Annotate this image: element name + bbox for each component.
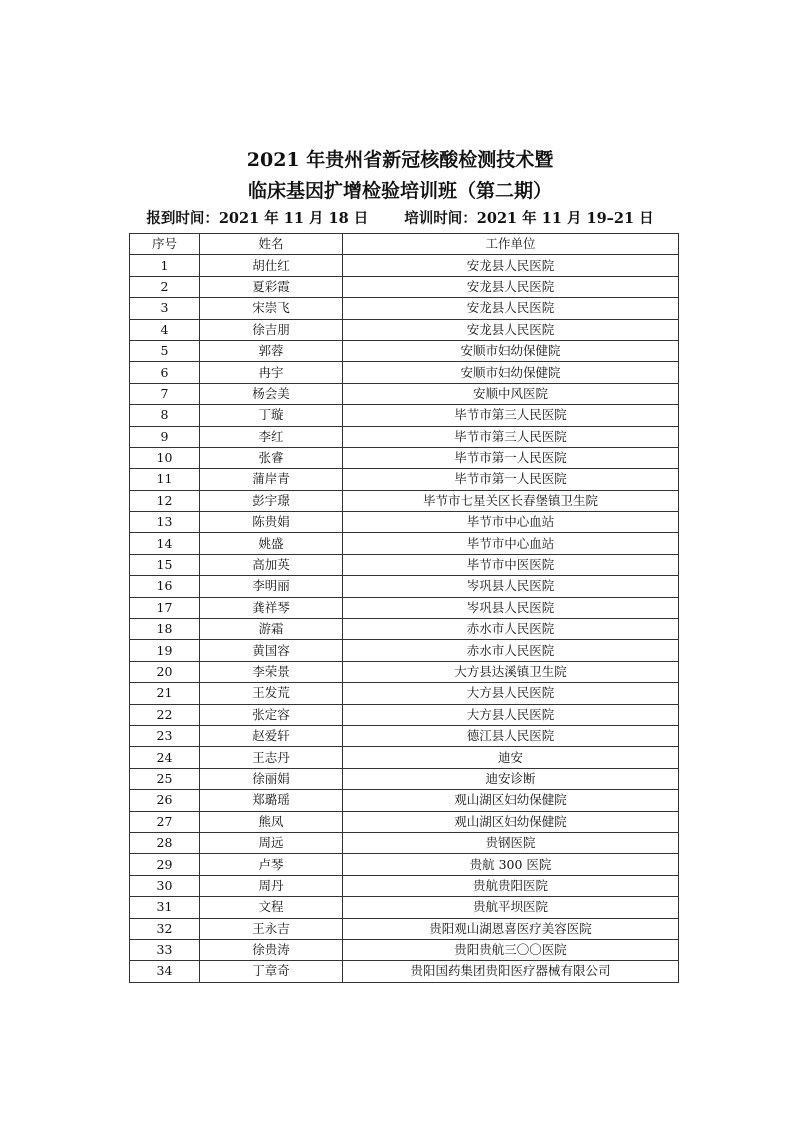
row-unit: 德江县人民医院	[343, 725, 679, 746]
row-name: 周远	[200, 832, 343, 853]
row-name: 赵爱轩	[200, 725, 343, 746]
row-unit: 毕节市第三人民医院	[343, 405, 679, 426]
table-row	[130, 790, 679, 811]
row-unit: 毕节市中医医院	[343, 554, 679, 575]
table-row	[130, 576, 679, 597]
row-index: 18	[130, 619, 200, 640]
row-name: 郑璐瑶	[200, 790, 343, 811]
row-name: 文程	[200, 897, 343, 918]
row-unit: 毕节市第一人民医院	[343, 469, 679, 490]
row-index: 3	[130, 298, 200, 319]
header-index: 序号	[130, 234, 200, 255]
header-unit: 工作单位	[343, 234, 679, 255]
table-row	[130, 490, 679, 511]
table-row	[130, 512, 679, 533]
row-index: 16	[130, 576, 200, 597]
table-row	[130, 661, 679, 682]
table-row	[130, 832, 679, 853]
table-row	[130, 704, 679, 725]
row-index: 29	[130, 854, 200, 875]
row-unit: 贵航平坝医院	[343, 897, 679, 918]
table-row	[130, 897, 679, 918]
table-row	[130, 533, 679, 554]
row-unit: 安顺市妇幼保健院	[343, 340, 679, 361]
row-index: 34	[130, 961, 200, 982]
row-name: 徐吉朋	[200, 319, 343, 340]
header-name: 姓名	[200, 234, 343, 255]
row-index: 7	[130, 383, 200, 404]
row-index: 12	[130, 490, 200, 511]
row-name: 王志丹	[200, 747, 343, 768]
table-row	[130, 768, 679, 789]
table-row	[130, 340, 679, 361]
table-header-row	[130, 234, 679, 255]
row-unit: 安龙县人民医院	[343, 255, 679, 276]
row-index: 14	[130, 533, 200, 554]
row-index: 20	[130, 661, 200, 682]
row-name: 卢琴	[200, 854, 343, 875]
schedule-line	[0, 207, 800, 228]
table-row	[130, 640, 679, 661]
row-unit: 贵阳观山湖恩喜医疗美容医院	[343, 918, 679, 939]
row-unit: 毕节市第三人民医院	[343, 426, 679, 447]
row-name: 郭蓉	[200, 340, 343, 361]
row-unit: 毕节市中心血站	[343, 533, 679, 554]
row-unit: 赤水市人民医院	[343, 640, 679, 661]
row-unit: 赤水市人民医院	[343, 619, 679, 640]
row-index: 5	[130, 340, 200, 361]
row-name: 姚盛	[200, 533, 343, 554]
row-unit: 贵阳国药集团贵阳医疗器械有限公司	[343, 961, 679, 982]
row-name: 熊凤	[200, 811, 343, 832]
row-unit: 安龙县人民医院	[343, 319, 679, 340]
document-title-line-2: 临床基因扩增检验培训班（第二期）	[247, 180, 552, 202]
row-unit: 岑巩县人民医院	[343, 597, 679, 618]
table-row	[130, 619, 679, 640]
row-name: 李荣景	[200, 661, 343, 682]
row-name: 周丹	[200, 875, 343, 896]
table-row	[130, 939, 679, 960]
row-unit: 安顺市妇幼保健院	[343, 362, 679, 383]
row-index: 8	[130, 405, 200, 426]
row-index: 24	[130, 747, 200, 768]
row-name: 张睿	[200, 447, 343, 468]
table-row	[130, 854, 679, 875]
row-name: 王永吉	[200, 918, 343, 939]
row-name: 丁璇	[200, 405, 343, 426]
row-name: 夏彩霞	[200, 276, 343, 297]
table-row	[130, 319, 679, 340]
row-name: 徐丽娟	[200, 768, 343, 789]
row-name: 彭宇璟	[200, 490, 343, 511]
row-name: 蒲岸青	[200, 469, 343, 490]
row-index: 33	[130, 939, 200, 960]
row-index: 23	[130, 725, 200, 746]
row-unit: 毕节市第一人民医院	[343, 447, 679, 468]
table-row	[130, 469, 679, 490]
row-unit: 贵航贵阳医院	[343, 875, 679, 896]
row-name: 高加英	[200, 554, 343, 575]
row-name: 胡仕红	[200, 255, 343, 276]
row-unit: 观山湖区妇幼保健院	[343, 811, 679, 832]
table-row	[130, 447, 679, 468]
row-index: 26	[130, 790, 200, 811]
row-name: 杨会美	[200, 383, 343, 404]
row-index: 1	[130, 255, 200, 276]
row-name: 陈贵娟	[200, 512, 343, 533]
row-index: 19	[130, 640, 200, 661]
row-index: 2	[130, 276, 200, 297]
table-row	[130, 255, 679, 276]
table-row	[130, 597, 679, 618]
row-index: 4	[130, 319, 200, 340]
row-index: 10	[130, 447, 200, 468]
row-name: 王发荒	[200, 683, 343, 704]
row-index: 17	[130, 597, 200, 618]
row-unit: 大方县人民医院	[343, 683, 679, 704]
row-name: 李明丽	[200, 576, 343, 597]
row-index: 21	[130, 683, 200, 704]
row-unit: 岑巩县人民医院	[343, 576, 679, 597]
row-unit: 迪安诊断	[343, 768, 679, 789]
table-row	[130, 426, 679, 447]
row-name: 黄国容	[200, 640, 343, 661]
row-unit: 大方县人民医院	[343, 704, 679, 725]
row-index: 32	[130, 918, 200, 939]
row-unit: 安龙县人民医院	[343, 276, 679, 297]
table-row	[130, 725, 679, 746]
row-index: 30	[130, 875, 200, 896]
row-unit: 观山湖区妇幼保健院	[343, 790, 679, 811]
report-time: 报到时间：2021 年 11 月 18 日	[146, 210, 369, 227]
table-row	[130, 961, 679, 982]
row-index: 9	[130, 426, 200, 447]
row-name: 龚祥琴	[200, 597, 343, 618]
row-index: 15	[130, 554, 200, 575]
document-title-line-1: 2021 年贵州省新冠核酸检测技术暨	[246, 149, 554, 171]
row-name: 徐贵涛	[200, 939, 343, 960]
row-unit: 安龙县人民医院	[343, 298, 679, 319]
row-unit: 迪安	[343, 747, 679, 768]
row-unit: 贵阳贵航三〇〇医院	[343, 939, 679, 960]
table-row	[130, 683, 679, 704]
table-row	[130, 747, 679, 768]
row-name: 游霜	[200, 619, 343, 640]
row-unit: 毕节市中心血站	[343, 512, 679, 533]
row-index: 11	[130, 469, 200, 490]
row-index: 31	[130, 897, 200, 918]
table-row	[130, 383, 679, 404]
row-name: 宋崇飞	[200, 298, 343, 319]
participant-table	[129, 233, 679, 983]
row-name: 李红	[200, 426, 343, 447]
row-unit: 贵钢医院	[343, 832, 679, 853]
row-unit: 毕节市七星关区长春堡镇卫生院	[343, 490, 679, 511]
training-time: 培训时间：2021 年 11 月 19–21 日	[404, 210, 654, 227]
row-name: 张定容	[200, 704, 343, 725]
row-index: 6	[130, 362, 200, 383]
table-row	[130, 875, 679, 896]
table-row	[130, 276, 679, 297]
table-row	[130, 918, 679, 939]
row-unit: 贵航 300 医院	[343, 854, 679, 875]
row-name: 丁章奇	[200, 961, 343, 982]
row-index: 28	[130, 832, 200, 853]
row-unit: 大方县达溪镇卫生院	[343, 661, 679, 682]
table-row	[130, 405, 679, 426]
table-row	[130, 554, 679, 575]
row-index: 25	[130, 768, 200, 789]
table-row	[130, 811, 679, 832]
row-index: 27	[130, 811, 200, 832]
row-unit: 安顺中风医院	[343, 383, 679, 404]
row-index: 22	[130, 704, 200, 725]
row-name: 冉宇	[200, 362, 343, 383]
table-row	[130, 362, 679, 383]
table-row	[130, 298, 679, 319]
row-index: 13	[130, 512, 200, 533]
